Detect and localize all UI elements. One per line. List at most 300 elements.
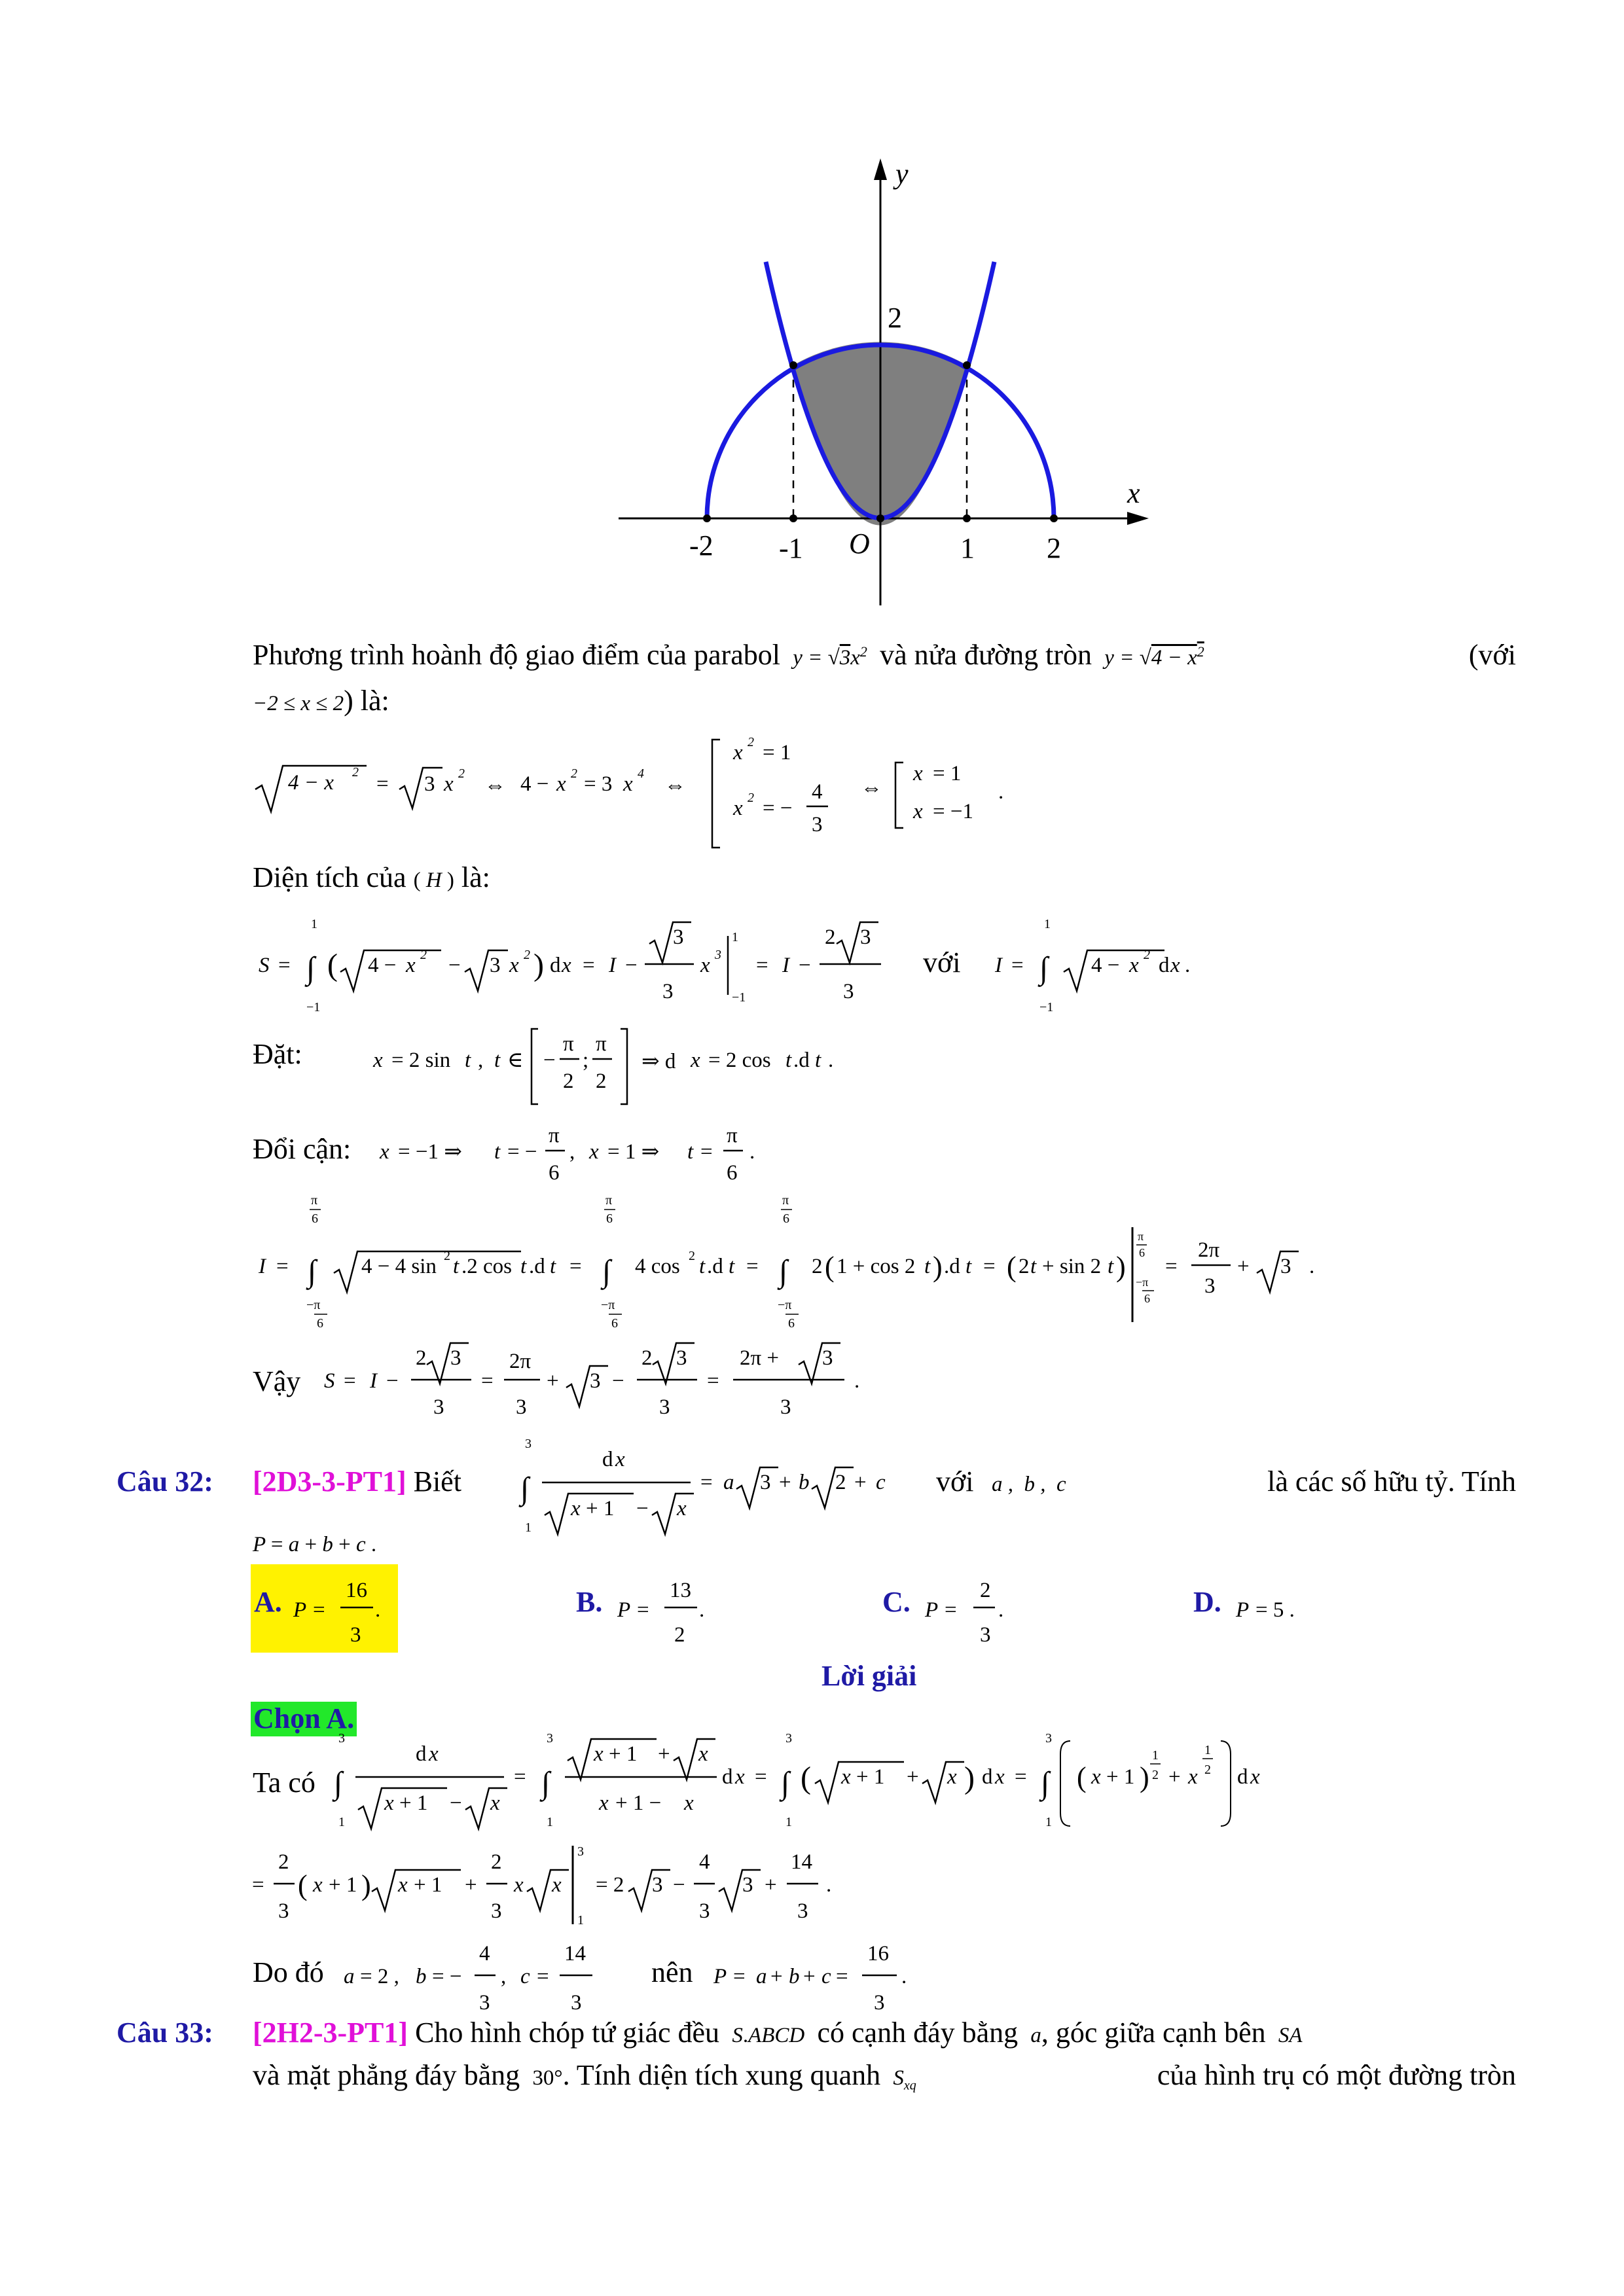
svg-text:3: 3 (577, 1844, 584, 1859)
svg-text:.: . (826, 1873, 832, 1897)
y-tick-label: 2 (888, 302, 902, 334)
I-integral-chain (249, 1191, 1492, 1342)
svg-text:= 2: = 2 (596, 1873, 624, 1897)
svg-text:= 2 ,: = 2 , (360, 1965, 399, 1988)
svg-text:2: 2 (491, 1850, 502, 1874)
svg-text:3: 3 (860, 925, 871, 949)
svg-text:=: = (707, 1369, 719, 1393)
svg-text:2: 2 (420, 948, 427, 962)
svg-text:(: ( (298, 1869, 308, 1901)
svg-text:=: = (700, 1471, 713, 1494)
svg-text:2: 2 (524, 948, 530, 962)
q32-solution-title: Lời giải (821, 1660, 917, 1692)
q33-Sxq: $S_{xq}$ (888, 2066, 916, 2093)
svg-text:.d: .d (707, 1255, 723, 1278)
svg-text:−: − (386, 1369, 399, 1393)
svg-text:= −: = − (432, 1965, 462, 1988)
q32-vars: a , b , c (981, 1473, 1077, 1496)
area-label: Diện tích của (253, 861, 406, 893)
svg-text:16: 16 (346, 1579, 367, 1602)
svg-text:=: = (276, 1255, 289, 1278)
svg-text:∫: ∫ (602, 1254, 611, 1289)
q32-option-a-letter: A. (254, 1586, 282, 1618)
svg-text:.: . (998, 1598, 1004, 1622)
q33-line-1 (253, 2016, 1516, 2051)
svg-text:3: 3 (797, 1899, 808, 1923)
svg-text:2π: 2π (509, 1350, 532, 1373)
svg-text:b: b (789, 1965, 800, 1988)
svg-text:π: π (596, 1032, 607, 1056)
svg-text:+: + (465, 1873, 477, 1897)
svg-text:x: x (589, 1140, 599, 1164)
svg-text:d: d (982, 1765, 993, 1789)
svg-text:=: = (376, 772, 389, 796)
svg-text:+ 1: + 1 (329, 1873, 357, 1897)
svg-text:.: . (375, 1598, 381, 1622)
svg-text:3: 3 (278, 1899, 289, 1923)
svg-text:1: 1 (1044, 917, 1051, 931)
svg-text:t: t (815, 1049, 821, 1072)
svg-text:x: x (733, 741, 743, 764)
svg-text:x: x (556, 772, 566, 796)
svg-text:3: 3 (699, 1899, 710, 1923)
svg-text:x: x (733, 797, 743, 820)
svg-text:3: 3 (662, 980, 674, 1003)
point-plus1 (963, 514, 971, 522)
svg-text:π: π (311, 1193, 318, 1208)
svg-text:= 5 .: = 5 . (1255, 1598, 1295, 1622)
svg-text:(: ( (825, 1251, 835, 1283)
svg-text:4 −: 4 − (1091, 954, 1120, 977)
q33-edge-a: a (1025, 2024, 1041, 2047)
svg-text:13: 13 (670, 1579, 691, 1602)
svg-text:t: t (729, 1255, 735, 1278)
svg-text:∫: ∫ (541, 1766, 550, 1801)
q32-P-expression: P = a + b + c . (253, 1533, 377, 1556)
q32-option-a-content (254, 1585, 282, 1620)
q32-option-c-value-text: P = 2/3 (920, 1564, 922, 1565)
svg-text:t: t (1108, 1255, 1114, 1278)
q33-angle: 30° (527, 2066, 563, 2090)
bounds-equation (373, 1113, 831, 1198)
q32-stem-mid: với (936, 1465, 974, 1498)
svg-text:t: t (687, 1140, 694, 1164)
svg-text:x: x (429, 1742, 439, 1766)
svg-text:3: 3 (424, 772, 435, 796)
svg-text:−: − (448, 954, 461, 977)
svg-text:14: 14 (564, 1942, 586, 1965)
svg-text:2: 2 (825, 925, 836, 949)
svg-text:∫: ∫ (779, 1254, 788, 1289)
q33-line2-c: của hình trụ có một đường tròn (1157, 2059, 1516, 2091)
svg-text:= 2 sin: = 2 sin (391, 1049, 451, 1072)
svg-text:I: I (782, 954, 789, 977)
svg-text:t: t (453, 1255, 460, 1278)
svg-text:π: π (563, 1032, 574, 1056)
svg-text:π: π (549, 1124, 560, 1147)
svg-text:c: c (876, 1471, 886, 1494)
svg-text:.2 cos: .2 cos (461, 1255, 512, 1278)
svg-text:1: 1 (785, 1815, 792, 1829)
svg-text:−π: −π (601, 1298, 615, 1312)
svg-text:,: , (569, 1140, 575, 1164)
svg-text:2: 2 (458, 766, 465, 781)
intro-text-1: Phương trình hoành độ giao điểm của parabol (253, 639, 780, 671)
svg-text:x: x (599, 1791, 609, 1815)
q33-line-2 (253, 2058, 1516, 2094)
svg-text:3: 3 (350, 1623, 361, 1647)
q33-line1-b: có cạnh đáy bằng (817, 2017, 1019, 2049)
svg-text:x: x (913, 800, 923, 823)
svg-text:.d: .d (529, 1255, 545, 1278)
svg-text:∫: ∫ (308, 1254, 317, 1289)
svg-text:−π: −π (306, 1298, 321, 1312)
q32-final-P (710, 1924, 972, 2022)
svg-text:3: 3 (479, 1991, 490, 2015)
svg-text:x: x (571, 1497, 581, 1520)
svg-text:3: 3 (780, 1395, 791, 1419)
svg-text:2: 2 (563, 1069, 574, 1093)
svg-text:=: = (481, 1369, 494, 1393)
q32-ta-co (253, 1766, 316, 1801)
svg-text:= 1: = 1 (763, 741, 791, 764)
svg-text:3: 3 (843, 980, 854, 1003)
svg-text:+ 1: + 1 (1106, 1765, 1135, 1789)
svg-text:): ) (361, 1869, 371, 1901)
svg-text:1: 1 (1045, 1815, 1052, 1829)
svg-text:b: b (416, 1965, 427, 1988)
svg-text:= 2 cos: = 2 cos (708, 1049, 771, 1072)
origin-label: O (849, 528, 870, 560)
x-tick-minus2: -2 (689, 529, 713, 562)
svg-text:): ) (533, 948, 544, 982)
svg-text:.d: .d (793, 1049, 810, 1072)
svg-text:= 1: = 1 (933, 762, 962, 785)
q33-line2-a: và mặt phẳng đáy bằng (253, 2059, 520, 2091)
svg-text:3: 3 (715, 948, 721, 962)
svg-text:.: . (901, 1965, 907, 1988)
y-axis-label: y (895, 158, 909, 190)
svg-text:+ 1: + 1 (609, 1742, 638, 1766)
svg-text:4: 4 (812, 780, 823, 804)
svg-text:2: 2 (596, 1069, 607, 1093)
svg-text:π: π (605, 1193, 613, 1208)
svg-text:3: 3 (590, 1369, 601, 1393)
x-tick-plus2: 2 (1047, 532, 1061, 564)
svg-text:t: t (785, 1049, 792, 1072)
svg-text:t: t (699, 1255, 706, 1278)
svg-text:6: 6 (317, 1316, 323, 1331)
svg-text:−: − (799, 954, 811, 977)
svg-text:−: − (543, 1049, 556, 1072)
svg-text:+ 1: + 1 (856, 1765, 885, 1789)
svg-text:x: x (514, 1873, 524, 1897)
point-intersect-left (789, 361, 797, 369)
q32-choice-text: Chọn A. (253, 1702, 355, 1734)
with-word: với (923, 946, 961, 978)
svg-text:4: 4 (699, 1850, 710, 1874)
svg-text:t: t (965, 1255, 972, 1278)
svg-text:=: = (313, 1598, 325, 1622)
svg-text:=: = (514, 1765, 526, 1789)
svg-text:3: 3 (652, 1873, 663, 1897)
q32-label: Câu 32: (117, 1465, 213, 1498)
svg-text:3: 3 (659, 1395, 670, 1419)
svg-text:P: P (293, 1598, 307, 1622)
svg-text:x: x (615, 1448, 625, 1471)
svg-text:t: t (494, 1049, 501, 1072)
q32-stem-line2 (253, 1525, 376, 1560)
svg-text:+: + (770, 1965, 783, 1988)
svg-text:2: 2 (835, 1471, 846, 1494)
q32-option-c-value (920, 1564, 1038, 1656)
q32-option-a-value-text: P = 16/3 (288, 1564, 291, 1565)
q33-line1-a: Cho hình chóp tứ giác đều (415, 2017, 720, 2049)
svg-text:−: − (673, 1873, 685, 1897)
svg-text:=: = (983, 1255, 996, 1278)
x-axis-label: x (1127, 477, 1140, 509)
svg-text:x: x (384, 1791, 394, 1815)
svg-text:= 3: = 3 (584, 772, 613, 796)
svg-text:x: x (995, 1765, 1005, 1789)
q33-line2-b: . Tính diện tích xung quanh (562, 2059, 881, 2091)
svg-text:6: 6 (788, 1316, 795, 1331)
q32-stem-start: Biết (413, 1465, 461, 1498)
svg-text:x: x (594, 1742, 604, 1766)
svg-text:3: 3 (1280, 1255, 1291, 1278)
svg-text:x: x (552, 1873, 562, 1897)
q32-option-c[interactable] (882, 1585, 911, 1620)
area-end: là: (461, 861, 490, 893)
svg-text:−π: −π (1136, 1276, 1149, 1289)
svg-text:2: 2 (416, 1346, 427, 1370)
svg-text:P: P (1236, 1598, 1250, 1622)
svg-text:3: 3 (516, 1395, 527, 1419)
svg-text:I: I (995, 954, 1002, 977)
conclusion-label (253, 1365, 300, 1399)
svg-text:.: . (828, 1049, 834, 1072)
svg-text:x: x (700, 954, 710, 977)
svg-text:d: d (416, 1742, 427, 1766)
svg-text:=: = (733, 1965, 746, 1988)
svg-text:= 1 ⇒: = 1 ⇒ (607, 1140, 660, 1164)
q32-option-b[interactable] (576, 1585, 602, 1620)
svg-text:t: t (550, 1255, 556, 1278)
math-semicircle: $y = √4 - x^2$ (1099, 643, 1204, 670)
q32-nen-text: nên (651, 1956, 693, 1988)
svg-text:=: = (700, 1140, 713, 1164)
q32-option-d[interactable] (1193, 1585, 1221, 1620)
svg-text:3: 3 (874, 1991, 885, 2015)
svg-text:a: a (344, 1965, 355, 1988)
svg-text:3: 3 (525, 1437, 532, 1451)
math-parabola: $y = √3x^2$ (787, 643, 867, 670)
svg-text:⇔: ⇔ (861, 776, 882, 800)
svg-text:=: = (1011, 954, 1024, 977)
q32-solution-eq1 (331, 1728, 1312, 1839)
svg-text:x: x (841, 1765, 851, 1789)
svg-text:.: . (699, 1598, 705, 1622)
q32-integral (517, 1433, 975, 1545)
svg-text:= −: = − (763, 797, 793, 820)
svg-text:−: − (612, 1369, 624, 1393)
svg-text:d: d (602, 1448, 613, 1471)
svg-text:1: 1 (577, 1913, 584, 1928)
intro-text-3: (với (1468, 639, 1516, 671)
svg-text:(: ( (1007, 1251, 1017, 1283)
svg-text:+ 1: + 1 (414, 1873, 442, 1897)
q32-code: [2D3-3-PT1] (253, 1465, 406, 1498)
q32-do-do-text: Do đó (253, 1956, 324, 1988)
svg-text:=: = (583, 954, 595, 977)
q33-line1-c: , góc giữa cạnh bên (1041, 2017, 1266, 2049)
svg-text:t: t (924, 1255, 931, 1278)
svg-text:d: d (1237, 1765, 1248, 1789)
q33-code: [2H2-3-PT1] (253, 2017, 408, 2049)
svg-text:6: 6 (1139, 1246, 1145, 1259)
svg-text:=: = (252, 1873, 264, 1897)
svg-text:2: 2 (1144, 948, 1150, 962)
svg-text:2π: 2π (1198, 1238, 1220, 1262)
svg-text:1: 1 (311, 917, 317, 931)
svg-text:3: 3 (450, 1346, 461, 1370)
svg-text:2: 2 (444, 1249, 450, 1263)
q32-option-d-value (1231, 1564, 1348, 1656)
svg-text:∫: ∫ (306, 951, 316, 986)
q32-do-do (253, 1956, 324, 1990)
svg-text:x: x (947, 1765, 957, 1789)
svg-text:t: t (494, 1140, 501, 1164)
q32-header (117, 1465, 213, 1499)
svg-text:t: t (1030, 1255, 1037, 1278)
doi-can-label: Đổi cận: (253, 1133, 352, 1165)
svg-text:I: I (609, 954, 616, 977)
vay-label: Vậy (253, 1365, 301, 1397)
svg-text:=: = (1165, 1255, 1178, 1278)
svg-text:x: x (698, 1742, 708, 1766)
svg-text:x: x (1188, 1765, 1198, 1789)
svg-text:=: = (1015, 1765, 1027, 1789)
q32-stem-end: là các số hữu tỷ. Tính (1267, 1465, 1516, 1498)
svg-text:a: a (723, 1471, 734, 1494)
svg-text:π: π (782, 1193, 789, 1208)
svg-text:4 − 4 sin: 4 − 4 sin (361, 1255, 437, 1278)
intersection-equation (249, 726, 1100, 857)
svg-text:2: 2 (1019, 1255, 1030, 1278)
svg-text:3: 3 (490, 954, 501, 977)
svg-text:2: 2 (1204, 1763, 1211, 1777)
svg-text:+: + (907, 1765, 919, 1789)
svg-text:x: x (1129, 954, 1139, 977)
svg-text:,: , (478, 1049, 484, 1072)
svg-text:a: a (756, 1965, 767, 1988)
svg-text:∫: ∫ (1041, 1766, 1050, 1801)
svg-text:4: 4 (638, 766, 644, 781)
svg-text:+: + (1168, 1765, 1181, 1789)
svg-text:−: − (450, 1791, 462, 1815)
svg-text:∫: ∫ (1039, 951, 1049, 986)
svg-text:x: x (913, 762, 923, 785)
q32-option-d-value-text: P = 5 (1231, 1564, 1233, 1565)
math-domain: −2 ≤ x ≤ 2 (253, 692, 344, 715)
svg-text:x: x (684, 1791, 694, 1815)
svg-text:2: 2 (748, 791, 754, 805)
svg-text:.: . (749, 1140, 755, 1164)
svg-text:x: x (380, 1140, 389, 1164)
svg-text:6: 6 (312, 1211, 318, 1226)
q32-nen (651, 1956, 693, 1990)
area-integral-equation (249, 910, 1231, 1021)
svg-text:−1: −1 (732, 990, 746, 1005)
svg-text:): ) (1116, 1251, 1126, 1283)
svg-text:+ 1: + 1 (399, 1791, 428, 1815)
svg-text:3: 3 (812, 813, 823, 836)
svg-text:): ) (933, 1251, 943, 1283)
svg-text:x: x (1091, 1765, 1101, 1789)
svg-text:=: = (746, 1255, 759, 1278)
svg-text:2: 2 (812, 1255, 823, 1278)
svg-text:∫: ∫ (520, 1471, 530, 1506)
point-intersect-right (963, 361, 971, 369)
svg-text:+: + (547, 1369, 559, 1393)
svg-text:d: d (1159, 954, 1170, 977)
svg-text:I: I (370, 1369, 377, 1393)
svg-text:6: 6 (783, 1211, 789, 1226)
svg-text:−π: −π (778, 1298, 792, 1312)
svg-text:+: + (779, 1471, 791, 1494)
q32-code-and-start (253, 1465, 461, 1499)
svg-text:3: 3 (1045, 1731, 1052, 1746)
svg-text:3: 3 (822, 1346, 833, 1370)
svg-text:1: 1 (525, 1520, 532, 1535)
svg-text:π: π (1138, 1230, 1144, 1243)
math-H: ( H ) (413, 869, 454, 892)
dat-label: Đặt: (253, 1038, 302, 1070)
svg-text:.: . (1309, 1255, 1315, 1278)
svg-text:=: = (537, 1965, 549, 1988)
conclusion-equation (314, 1329, 969, 1427)
q32-ta-co-text: Ta có (253, 1767, 316, 1799)
svg-text:x: x (623, 772, 633, 796)
svg-text:;: ; (583, 1049, 589, 1072)
svg-text:6: 6 (1144, 1292, 1150, 1305)
intro-text-4: ) là: (344, 685, 389, 717)
svg-text:x: x (373, 1049, 383, 1072)
svg-text:x: x (677, 1497, 687, 1520)
svg-text:−1: −1 (306, 1000, 321, 1014)
svg-text:=: = (344, 1369, 356, 1393)
svg-text:4 cos: 4 cos (635, 1255, 680, 1278)
svg-text:∈: ∈ (507, 1049, 524, 1072)
svg-text:3: 3 (785, 1731, 792, 1746)
svg-text:3: 3 (433, 1395, 444, 1419)
intro-line-1 (253, 638, 1516, 673)
svg-text:3: 3 (760, 1471, 771, 1494)
svg-text:16: 16 (867, 1942, 889, 1965)
svg-text:3: 3 (980, 1623, 991, 1647)
svg-text:=: = (756, 954, 768, 977)
svg-text:2: 2 (352, 765, 359, 780)
svg-text:2: 2 (748, 735, 754, 749)
svg-text:+: + (854, 1471, 867, 1494)
svg-text:−: − (625, 954, 638, 977)
svg-text:3: 3 (547, 1731, 553, 1746)
svg-text:2: 2 (571, 766, 577, 781)
svg-text:−: − (636, 1497, 649, 1520)
svg-text:P: P (925, 1598, 939, 1622)
svg-text:2: 2 (641, 1346, 653, 1370)
svg-text:S: S (324, 1369, 335, 1393)
